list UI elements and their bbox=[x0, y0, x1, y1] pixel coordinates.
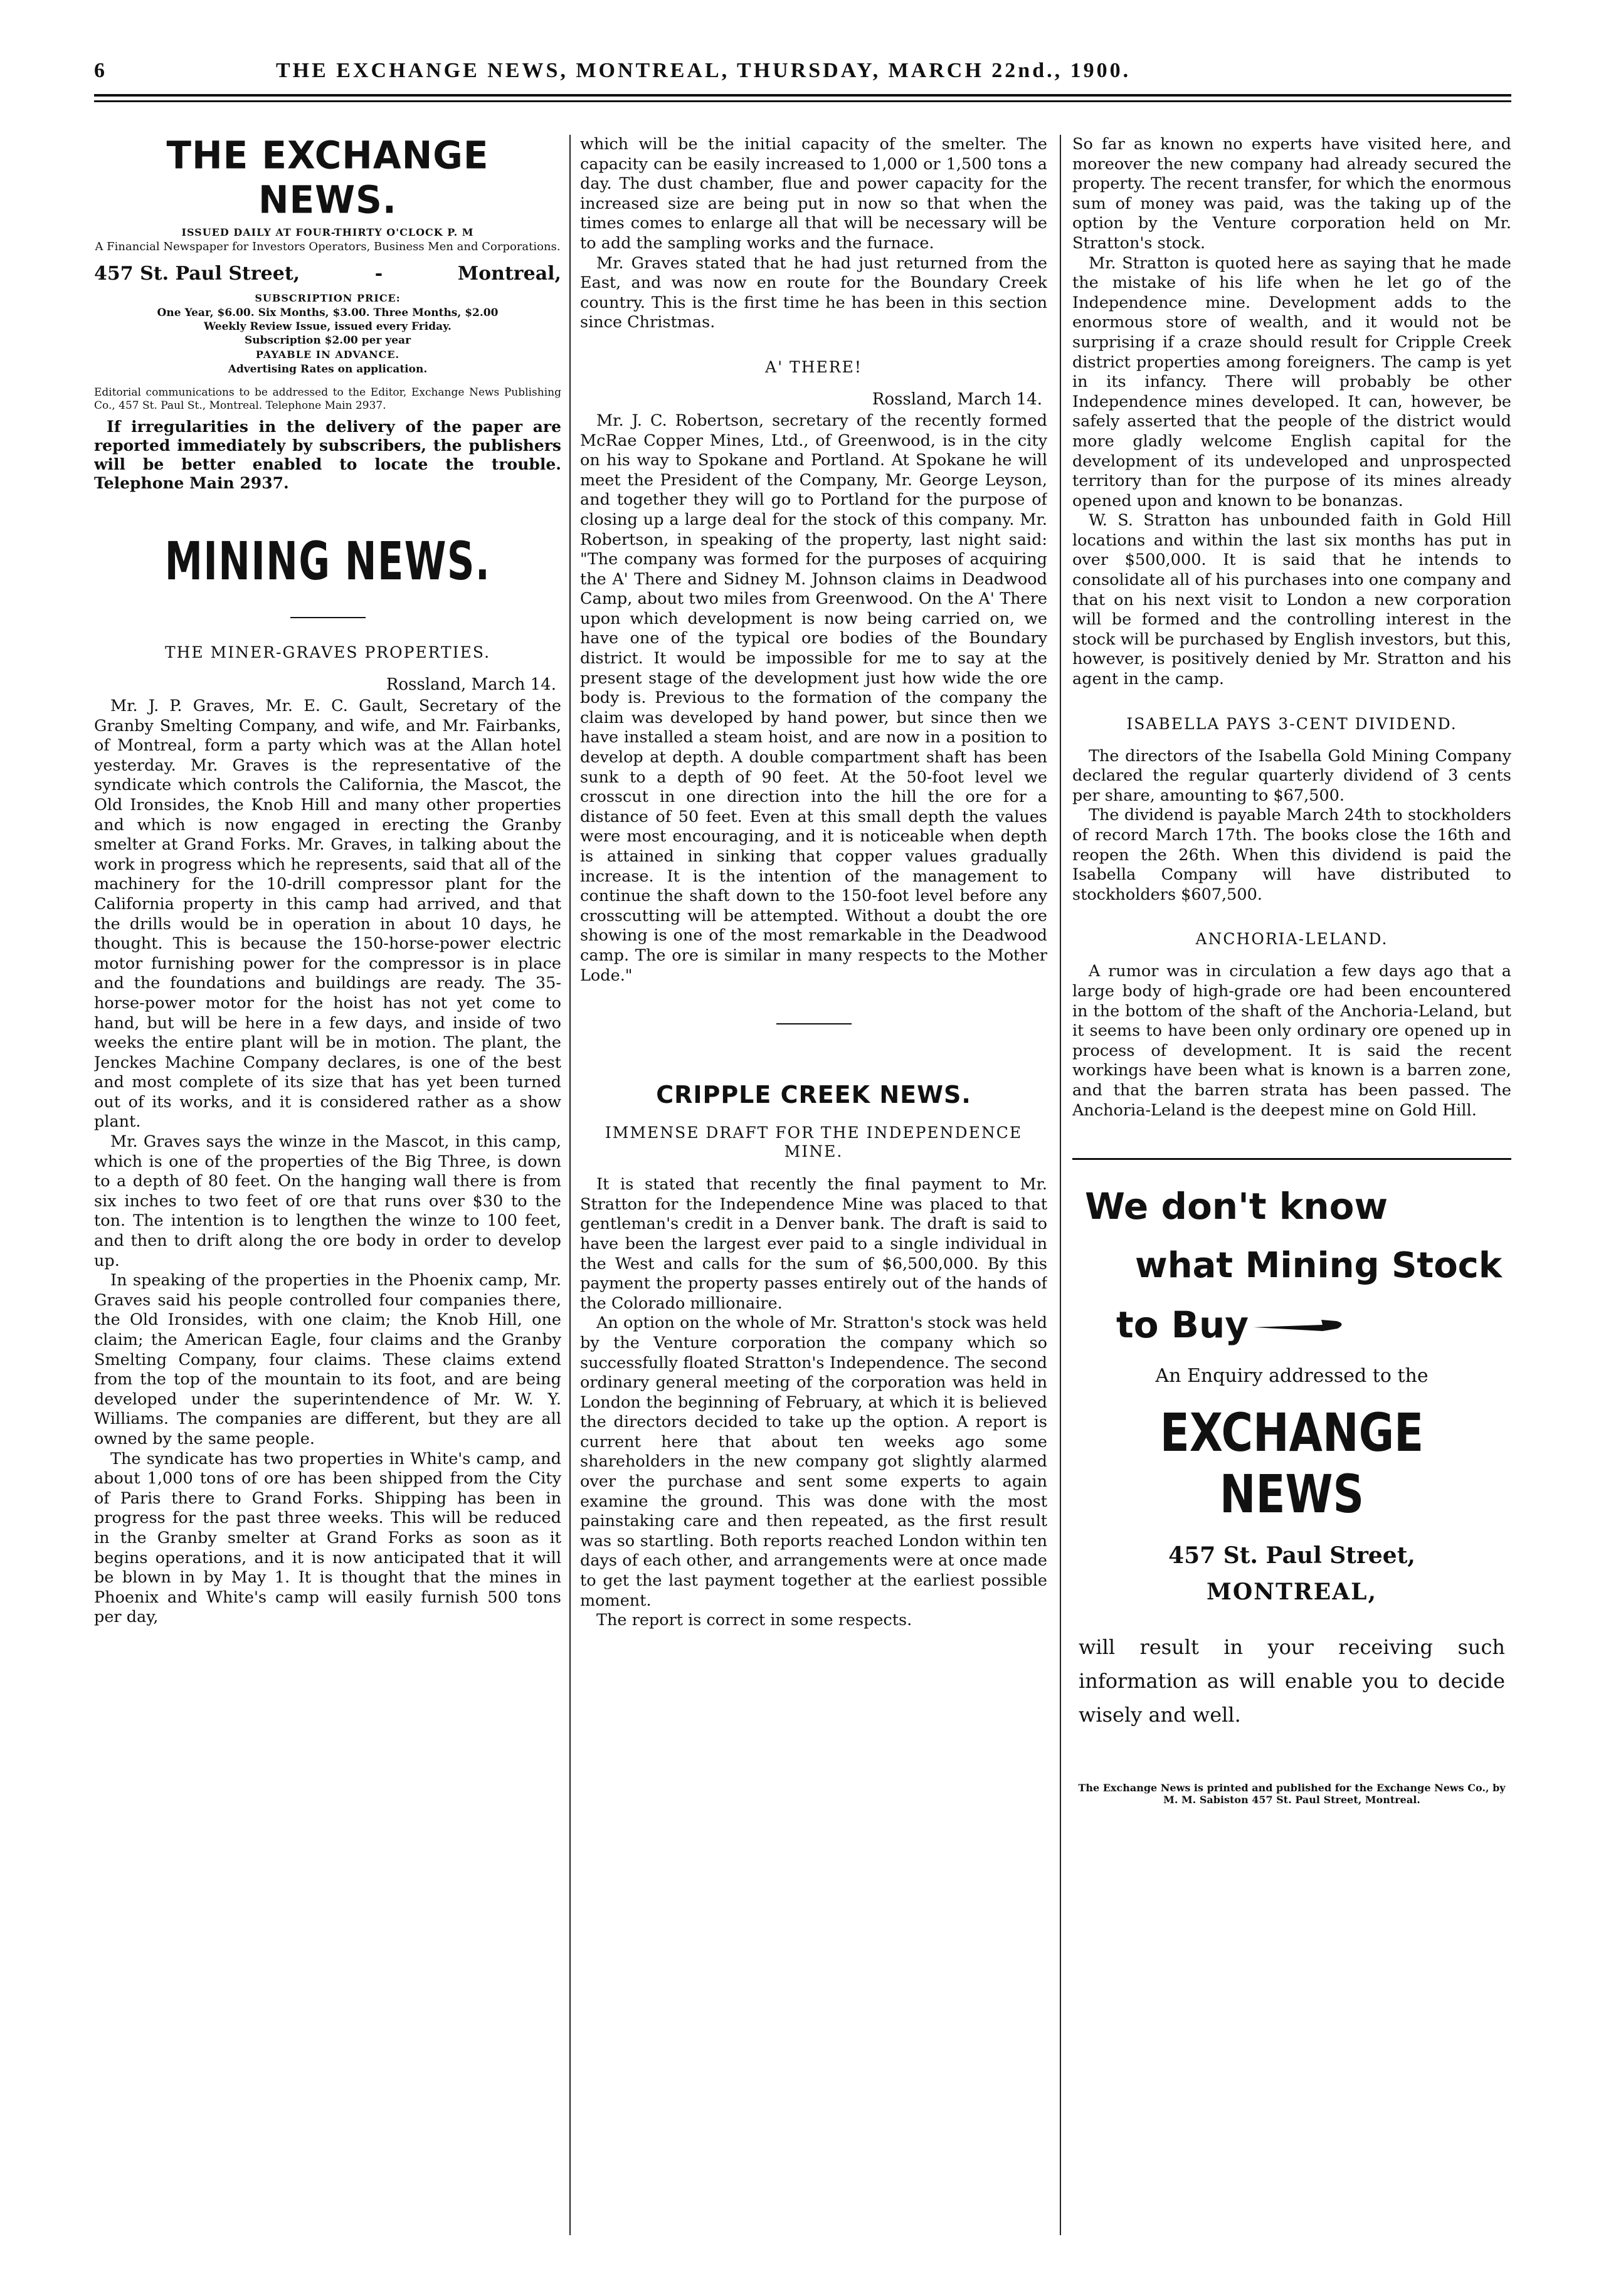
ad-line-with-hand bbox=[1116, 1303, 1511, 1346]
column-2 bbox=[580, 135, 1047, 2241]
article-dateline: Rossland, March 14. bbox=[872, 389, 1042, 409]
mining-news-heading: MINING NEWS. bbox=[164, 530, 491, 592]
weekly-price: Subscription $2.00 per year bbox=[244, 334, 411, 347]
ad-line: what Mining Stock bbox=[1135, 1245, 1503, 1287]
article-paragraph: Mr. Stratton is quoted here as saying that he made the mistake of his life when he let go of the Independence mine. Development adds to the enormous store of wealth, and it would not be surprising if a craze should result for Cripple Creek district properties among foreigners. The camp is yet in its infancy. There will probably be other Independence mines developed. It can, however, be safely asserted that the people of the district would more gladly welcome English capital for the development of its undeveloped and unprospected territory than for the purpose of its mines already opened upon and known to be bonanzas. bbox=[1072, 253, 1511, 510]
article-headline: A' THERE! bbox=[765, 357, 862, 376]
article-headline: IMMENSE DRAFT FOR THE INDEPENDENCE MINE. bbox=[605, 1124, 1023, 1161]
cripple-creek-heading: CRIPPLE CREEK NEWS. bbox=[656, 1081, 971, 1109]
article-headline: ANCHORIA-LELAND. bbox=[1195, 930, 1388, 949]
address-city: Montreal, bbox=[457, 263, 561, 285]
article-paragraph: In speaking of the properties in the Phoenix camp, Mr. Graves said his people controlled four companies there, the Old Ironsides, with one claim; the Knob Hill, one claim; the American Eagle, four claims and the Granby Smelting Company, four claims. These claims extend from the top of the mountain to its foot, and are being developed under the superintendence of Mr. W. Y. Williams. The companies are different, but they are all owned by the same people. bbox=[94, 1271, 561, 1448]
advertisement bbox=[1072, 1158, 1511, 1732]
subscription-rates: One Year, $6.00. Six Months, $3.00. Three Months, $2.00 bbox=[157, 307, 499, 319]
article-paragraph: An option on the whole of Mr. Stratton's stock was held by the Venture corporation the company which so successfully floated Stratton's Independence. The second ordinary general meeting of the corporation was held in London the beginning of February, at which it is believed the directors decided to take up the option. A report is current here that about ten weeks ago some shareholders in the new company got slightly alarmed over the purchase and sent some experts to again examine the ground. This was done with the most painstaking care and then repeated, as the first result was so startling. Both reports reached London within ten days of each other, and arrangements were at once made to get the last payment together at the earliest possible moment. bbox=[580, 1314, 1047, 1610]
ad-line: MONTREAL, bbox=[1206, 1579, 1378, 1606]
editorial-note: Editorial communications to be addressed to the Editor, Exchange News Publishing Co., 457 St. Paul St., Montreal. Telephone Main 2937. bbox=[94, 386, 561, 412]
article-paragraph: Mr. Graves says the winze in the Mascot, in this camp, which is one of the properties of the Big Three, is down to a depth of 80 feet. On the hanging wall there is from six inches to two feet of ore that runs over $30 to the ton. The intention is to lengthen the winze to 100 feet, and then to drift along the ore body in order to develop up. bbox=[94, 1132, 561, 1270]
article-paragraph: The report is correct in some respects. bbox=[596, 1611, 912, 1630]
imprint: The Exchange News is printed and published for the Exchange News Co., by M. M. Sabiston 457 St. Paul Street, Montreal. bbox=[1078, 1782, 1506, 1806]
address-dash: - bbox=[374, 263, 383, 285]
article-paragraph: So far as known no experts have visited here, and moreover the new company had already secured the property. The recent transfer, for which the enormous sum of money was paid, was the taking up of the option by the Venture corporation held on Mr. Stratton's stock. bbox=[1072, 135, 1511, 253]
page-number: 6 bbox=[94, 59, 105, 82]
ad-body: will result in your receiving such information as will enable you to decide wisely and well. bbox=[1079, 1635, 1505, 1727]
article-paragraph: A rumor was in circulation a few days ago that a large body of high-grade ore had been encountered in the bottom of the shaft of the Anchoria-Leland, but it seems to have been only ordinary ore opened up in process of development. It is said the recent workings have been what is known is a barren zone, and that the barren strata has been passed. The Anchoria-Leland is the deepest mine on Gold Hill. bbox=[1072, 962, 1511, 1120]
article-paragraph: The dividend is payable March 24th to stockholders of record March 17th. The books close the 16th and reopen the 26th. When this dividend is paid the Isabella Company will have distributed to stockholders $607,500. bbox=[1072, 806, 1511, 904]
section-rule bbox=[776, 1023, 852, 1024]
address-street: 457 St. Paul Street, bbox=[94, 263, 300, 285]
article-paragraph: which will be the initial capacity of the smelter. The capacity can be easily increased to 1,000 or 1,500 tons a day. The dust chamber, flue and power capacity for the increased size are being put in now so that when the times comes to enlarge all that will be necessary will be to add the sampling works and the furnace. bbox=[580, 135, 1047, 253]
column-1 bbox=[94, 135, 561, 2241]
advertising-note: Advertising Rates on application. bbox=[228, 363, 428, 376]
section-rule bbox=[290, 617, 366, 618]
column-divider bbox=[1060, 135, 1061, 2235]
ad-line: EXCHANGE NEWS bbox=[1159, 1402, 1424, 1525]
article-paragraph: Mr. Graves stated that he had just returned from the East, and was now en route for the Boundary Creek country. This is the first time he has been in this section since Christmas. bbox=[580, 253, 1047, 332]
pointing-hand-icon bbox=[1254, 1312, 1348, 1337]
article-paragraph: W. S. Stratton has unbounded faith in Gold Hill locations and within the last six months has put in over $500,000. It is said that he intends to consolidate all of his purchases into one company and that on his next visit to London a new corporation will be formed and the controlling interest in the stock will be purchased by English investors, but this, however, is positively denied by Mr. Stratton and his agent in the camp. bbox=[1072, 511, 1511, 689]
article-headline: ISABELLA PAYS 3-CENT DIVIDEND. bbox=[1126, 714, 1457, 733]
payable-note: PAYABLE IN ADVANCE. bbox=[255, 349, 400, 361]
ad-line: We don't know bbox=[1085, 1185, 1388, 1228]
column-3 bbox=[1072, 135, 1511, 2241]
page-header bbox=[94, 51, 1511, 89]
masthead-address bbox=[94, 263, 561, 285]
weekly-review: Weekly Review Issue, issued every Friday. bbox=[204, 320, 452, 333]
article-paragraph: It is stated that recently the final payment to Mr. Stratton for the Independence Mine was placed to that gentleman's credit in a Denver bank. The draft is said to have been the largest ever paid to a single individual in the West and calls for the sum of $6,500,000. By this payment the property passes entirely out of the hands of the Colorado millionaire. bbox=[580, 1175, 1047, 1313]
article-paragraph: The syndicate has two properties in White's camp, and about 1,000 tons of ore has been shipped from the City of Paris there to Grand Forks. Shipping has been in progress for the past three weeks. This will be reduced in the Granby smelter at Grand Forks as soon as it begins operations, and it is now anticipated that it will be blown in by May 1. It is thought that the mines in Phoenix and White's camp will easily furnish 500 tons per day, bbox=[94, 1449, 561, 1627]
column-divider bbox=[569, 135, 571, 2235]
masthead-title: THE EXCHANGE NEWS. bbox=[166, 135, 489, 223]
masthead-tagline: A Financial Newspaper for Investors Operators, Business Men and Corporations. bbox=[95, 240, 561, 253]
ad-line: 457 St. Paul Street, bbox=[1168, 1542, 1415, 1569]
masthead-issued: ISSUED DAILY AT FOUR-THIRTY O'CLOCK P. M bbox=[181, 226, 474, 238]
article-dateline: Rossland, March 14. bbox=[386, 675, 556, 694]
ad-line: to Buy bbox=[1116, 1303, 1249, 1347]
article-headline: THE MINER-GRAVES PROPERTIES. bbox=[164, 643, 491, 661]
article-paragraph: Mr. J. C. Robertson, secretary of the recently formed McRae Copper Mines, Ltd., of Greenwood, is in the city on his way to Spokane and Portland. At Spokane he will meet the President of the Company, Mr. George Leyson, and together they will go to Portland for the purpose of closing up a large deal for the stock of this company. Mr. Robertson, in speaking of the property, last night said: "The company was formed for the purposes of acquiring the A' There and Sidney M. Johnson claims in Deadwood Camp, about two miles from Greenwood. On the A' There upon which development is now being carried on, we have one of the typical ore bodies of the Boundary district. It would be impossible for me to say at the present stage of the development just how wide the ore body is. Previous to the formation of the company the claim was developed by hand power, but since then we have installed a steam hoist, and are now in a position to develop at depth. A double compartment shaft has been sunk to a depth of 90 feet. At the 50-foot level we crosscut in one direction into the hill the ore for a distance of 50 feet. Even at this small depth the values were most encouraging, and it is noticeable when depth is attained in sinking that copper values gradually increase. It is the intention of the management to continue the shaft down to the 150-foot level before any crosscutting will be attempted. Without a doubt the ore showing is one of the most remarkable in the Deadwood camp. The ore is similar in many respects to the Mother Lode." bbox=[580, 411, 1047, 985]
header-rule-top bbox=[94, 94, 1511, 97]
ad-line: An Enquiry addressed to the bbox=[1155, 1365, 1429, 1388]
subscription-label: SUBSCRIPTION PRICE: bbox=[255, 292, 401, 304]
article-paragraph: The directors of the Isabella Gold Mining Company declared the regular quarterly dividend of 3 cents per share, amounting to $67,500. bbox=[1072, 746, 1511, 805]
running-title: THE EXCHANGE NEWS, MONTREAL, THURSDAY, MARCH 22nd., 1900. bbox=[276, 59, 1131, 82]
header-rule-bottom bbox=[94, 100, 1511, 102]
irregularities-note: If irregularities in the delivery of the paper are reported immediately by subscribers, the publishers will be better enabled to locate the trouble. Telephone Main 2937. bbox=[94, 418, 561, 492]
article-paragraph: Mr. J. P. Graves, Mr. E. C. Gault, Secretary of the Granby Smelting Company, and wife, and Mr. Fairbanks, of Montreal, form a party which was at the Allan hotel yesterday. Mr. Graves is the representative of the syndicate which controls the California, the Mascot, the Old Ironsides, the Knob Hill and many other properties and which is now engaged in erecting the Granby smelter at Grand Forks. Mr. Graves, in talking about the work in progress which he represents, said that all of the machinery for the 10-drill compressor plant for the California property in this camp had arrived, and that the drills would be in operation in about 10 days, he thought. This is because the 150-horse-power electric motor furnishing power for the compressor is in place and the foundations and buildings are ready. The 35-horse-power motor for the hoist has not yet come to hand, but will be here in a few days, and inside of two weeks the entire plant will be in motion. The plant, the Jenckes Machine Company declares, is one of the best and most complete of its size that has yet been turned out of its works, and it is considered rather as a show plant. bbox=[94, 697, 561, 1132]
